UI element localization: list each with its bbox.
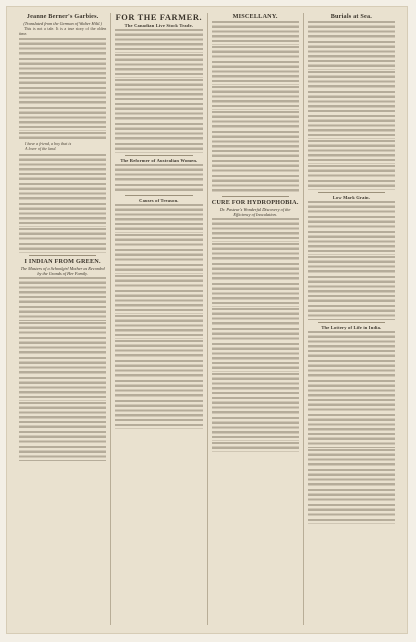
paragraph	[308, 449, 395, 468]
paragraph	[308, 489, 395, 503]
paragraph	[115, 164, 202, 183]
section-heading: CURE FOR HYDROPHOBIA.	[211, 199, 299, 207]
article-body	[19, 38, 106, 142]
paragraph	[19, 357, 106, 376]
paragraph	[115, 143, 202, 153]
divider	[125, 195, 192, 196]
paragraph	[19, 402, 106, 431]
paragraph	[212, 343, 299, 372]
paragraph	[19, 183, 106, 202]
paragraph	[115, 184, 202, 194]
poem-line: I have a friend, a boy that is	[25, 141, 72, 147]
paragraph	[19, 107, 106, 131]
paragraph	[212, 328, 299, 342]
section-subtitle: The Masters of a Schoolgirl Mother as Recorded by the Grands of Her Family.	[20, 265, 105, 276]
paragraph	[212, 283, 299, 307]
paragraph	[212, 243, 299, 262]
article-body	[308, 201, 395, 320]
paragraph	[308, 231, 395, 255]
paragraph	[308, 115, 395, 139]
poem	[25, 142, 106, 152]
paragraph	[115, 275, 202, 289]
column-4	[304, 13, 399, 625]
paragraph	[115, 103, 202, 122]
paragraph	[212, 46, 299, 60]
paragraph	[308, 216, 395, 230]
article-body	[308, 21, 395, 190]
paragraph	[115, 424, 202, 429]
paragraph	[308, 331, 395, 360]
article-body	[115, 164, 202, 194]
article-subtitle: (Translated from the German of Walter Hiltl.)	[23, 21, 102, 26]
paragraph	[115, 123, 202, 142]
paragraph	[308, 91, 395, 115]
paragraph	[115, 79, 202, 103]
paragraph	[308, 140, 395, 164]
article-body	[212, 21, 299, 194]
paragraph	[308, 519, 395, 524]
paragraph	[212, 160, 299, 174]
paragraph	[115, 54, 202, 78]
article-body	[212, 218, 299, 451]
poem-line: A lover of the land.	[25, 146, 57, 151]
divider	[318, 192, 385, 193]
paragraph	[212, 61, 299, 85]
paragraph	[308, 380, 395, 413]
divider	[29, 255, 96, 256]
paragraph	[115, 340, 202, 359]
paragraph	[212, 397, 299, 416]
paragraph	[308, 256, 395, 275]
paragraph	[115, 290, 202, 314]
section-heading: Low Mark Grain.	[332, 194, 371, 200]
paragraph	[308, 414, 395, 447]
paragraph	[115, 204, 202, 233]
paragraph	[212, 21, 299, 45]
section-heading: The Lottery of Life in India.	[321, 324, 382, 330]
divider	[318, 322, 385, 323]
paragraph	[212, 373, 299, 397]
section-heading: Causes of Treason.	[139, 198, 179, 204]
divider	[125, 155, 192, 156]
paragraph	[308, 180, 395, 190]
paragraph	[115, 360, 202, 379]
paragraph	[212, 308, 299, 327]
paragraph	[19, 203, 106, 227]
section-heading: The Canadian Live Stock Trade.	[124, 23, 194, 28]
paragraph	[212, 111, 299, 130]
paragraph	[19, 377, 106, 401]
paragraph	[19, 154, 106, 183]
paragraph	[308, 469, 395, 488]
article-body	[115, 29, 202, 153]
paragraph	[212, 263, 299, 282]
paragraph	[308, 71, 395, 90]
paragraph	[19, 322, 106, 336]
article-lead: This is not a tale. It is a true story of the olden time.	[19, 26, 107, 36]
columns	[15, 13, 399, 625]
paragraph	[19, 337, 106, 356]
section-subtitle: Dr. Pasteur's Wonderful Discovery of the Efficiency of Inoculation.	[219, 207, 291, 218]
paragraph	[308, 21, 395, 40]
paragraph	[19, 87, 106, 106]
paragraph	[308, 201, 395, 215]
paragraph	[308, 165, 395, 179]
paragraph	[115, 400, 202, 424]
article-body	[19, 154, 106, 253]
article-title: Jeanne Berner's Garbies.	[26, 13, 99, 20]
article-body	[19, 277, 106, 461]
paragraph	[115, 234, 202, 248]
divider	[222, 196, 289, 197]
newspaper-page	[6, 6, 408, 634]
section-heading: I INDIAN FROM GREEN.	[24, 257, 101, 265]
paragraph	[115, 264, 202, 274]
paragraph	[19, 132, 106, 142]
column-title: Burials at Sea.	[330, 13, 373, 20]
paragraph	[19, 38, 106, 57]
paragraph	[308, 305, 395, 319]
paragraph	[19, 306, 106, 320]
paragraph	[19, 446, 106, 460]
paragraph	[212, 218, 299, 242]
paragraph	[19, 277, 106, 306]
paragraph	[212, 86, 299, 110]
paragraph	[308, 360, 395, 379]
paragraph	[212, 175, 299, 194]
column-3	[208, 13, 304, 625]
paragraph	[212, 131, 299, 160]
paragraph	[19, 243, 106, 253]
article-body	[308, 331, 395, 524]
paragraph	[308, 276, 395, 305]
paragraph	[115, 29, 202, 53]
column-2	[111, 13, 207, 625]
paragraph	[308, 504, 395, 518]
paragraph	[308, 41, 395, 70]
column-1	[15, 13, 111, 625]
column-title: MISCELLANY.	[232, 13, 278, 20]
paragraph	[212, 417, 299, 441]
paragraph	[115, 315, 202, 339]
paragraph	[212, 442, 299, 452]
section-heading: The Reformer of Australian Women.	[120, 157, 198, 163]
paragraph	[19, 58, 106, 87]
paragraph	[115, 249, 202, 263]
column-title: FOR THE FARMER.	[115, 13, 203, 22]
paragraph	[19, 431, 106, 445]
paragraph	[19, 228, 106, 242]
paragraph	[115, 380, 202, 399]
article-body	[115, 204, 202, 429]
